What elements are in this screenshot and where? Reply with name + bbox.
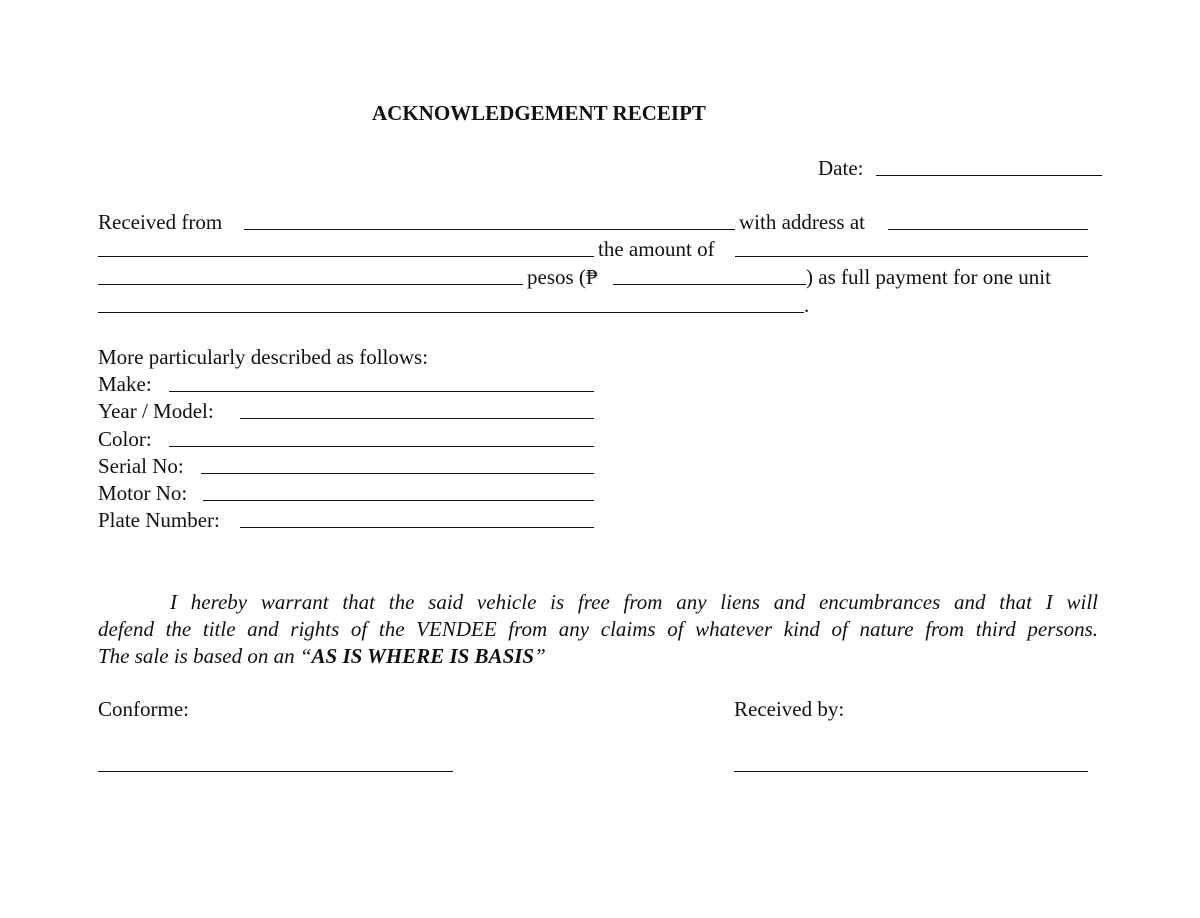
description-intro: More particularly described as follows: [98,345,429,369]
date-field[interactable] [876,175,1102,176]
plate-number-field[interactable] [240,527,594,528]
color-label: Color: [98,427,152,451]
warranty-line-1: I hereby warrant that the said vehicle is free from any liens and encumbrances and that I will [170,590,1098,614]
received-by-signature-line[interactable] [734,771,1088,772]
make-field[interactable] [169,391,594,392]
date-label: Date: [818,156,864,180]
unit-period: . [804,293,810,317]
unit-field[interactable] [98,312,804,313]
conforme-signature-line[interactable] [98,771,453,772]
warranty-paragraph [98,589,1098,670]
year-model-field[interactable] [240,418,594,419]
motor-no-field[interactable] [203,500,594,501]
with-address-label: with address at [739,210,865,234]
motor-no-label: Motor No: [98,481,188,505]
received-from-field[interactable] [244,229,735,230]
serial-no-field[interactable] [201,473,594,474]
warranty-line-3 [98,643,1098,670]
amount-label: the amount of [598,237,715,261]
warranty-line-3-suffix: ” [534,644,546,668]
full-payment-label: ) as full payment for one unit [806,265,1051,289]
warranty-line-2: defend the title and rights of the VENDEE from any claims of whatever kind of nature from third persons. [98,617,1098,641]
amount-words-field[interactable] [98,284,523,285]
page-title: ACKNOWLEDGEMENT RECEIPT [372,101,706,125]
address-field-start[interactable] [888,229,1088,230]
year-model-label: Year / Model: [98,399,214,423]
amount-figures-field[interactable] [613,284,806,285]
address-field-continued[interactable] [98,256,594,257]
amount-words-field-start[interactable] [735,256,1088,257]
color-field[interactable] [169,446,594,447]
warranty-line-3-prefix: The sale is based on an “ [98,644,312,668]
conforme-label: Conforme: [98,697,189,721]
make-label: Make: [98,372,152,396]
received-by-label: Received by: [734,697,845,721]
received-from-label: Received from [98,210,223,234]
plate-number-label: Plate Number: [98,508,220,532]
pesos-label: pesos (₱ [527,265,598,289]
serial-no-label: Serial No: [98,454,184,478]
as-is-where-is-basis: AS IS WHERE IS BASIS [311,644,535,668]
